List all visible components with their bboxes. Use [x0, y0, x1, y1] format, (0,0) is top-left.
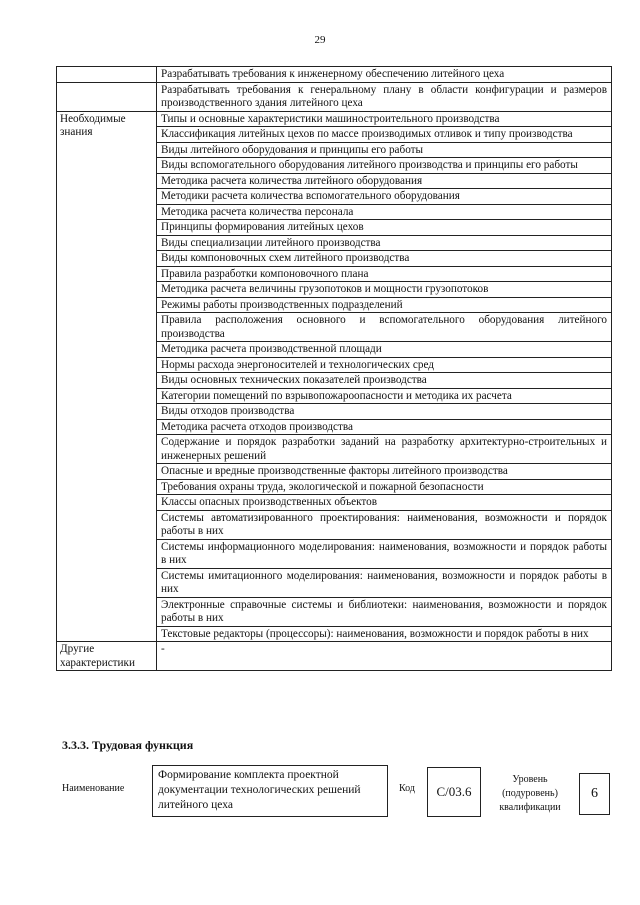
table-cell: Разрабатывать требования к инженерному обеспечению литейного цеха — [157, 67, 612, 83]
table-cell: Требования охраны труда, экологической и пожарной безопасности — [157, 479, 612, 495]
page-number: 29 — [314, 34, 326, 46]
table-cell: Методика расчета количества персонала — [157, 204, 612, 220]
table-cell: Разрабатывать требования к генеральному плану в области конфигурации и размеров производственного здания литейного цеха — [157, 82, 612, 111]
table-cell: Системы информационного моделирования: наименования, возможности и порядок работы в них — [157, 539, 612, 568]
knowledge-label: Необходимые знания — [57, 111, 157, 642]
table-cell: Текстовые редакторы (процессоры): наименования, возможности и порядок работы в них — [157, 626, 612, 642]
table-cell: Правила расположения основного и вспомогательного оборудования литейного производства — [157, 313, 612, 342]
table-row — [57, 642, 612, 671]
table-cell: Режимы работы производственных подразделений — [157, 297, 612, 313]
table-cell: Методика расчета отходов производства — [157, 419, 612, 435]
table-cell: Типы и основные характеристики машиностроительного производства — [157, 111, 612, 127]
table-cell: Методика расчета величины грузопотоков и мощности грузопотоков — [157, 282, 612, 298]
table-cell: Системы имитационного моделирования: наименования, возможности и порядок работы в них — [157, 568, 612, 597]
level-label: Уровень (подуровень) квалификации — [499, 774, 561, 813]
table-cell: Электронные справочные системы и библиотеки: наименования, возможности и порядок работы в них — [157, 597, 612, 626]
table-cell: Методики расчета количества вспомогательного оборудования — [157, 189, 612, 205]
code-label: Код — [399, 783, 415, 794]
table-cell: Виды отходов производства — [157, 404, 612, 420]
table-row — [57, 82, 612, 111]
table-cell: Содержание и порядок разработки заданий на разработку архитектурно-строительных и инженерных решений — [157, 435, 612, 464]
table-cell: Опасные и вредные производственные факторы литейного производства — [157, 464, 612, 480]
table-cell: Виды компоновочных схем литейного производства — [157, 251, 612, 267]
table-cell: Нормы расхода энергоносителей и технологических сред — [157, 357, 612, 373]
table-cell: Принципы формирования литейных цехов — [157, 220, 612, 236]
table-cell: Правила разработки компоновочного плана — [157, 266, 612, 282]
table-cell: Классы опасных производственных объектов — [157, 495, 612, 511]
function-name: Формирование комплекта проектной документации технологических решений литейного цеха — [152, 765, 388, 817]
requirements-table — [56, 66, 612, 671]
table-cell: Виды литейного оборудования и принципы его работы — [157, 142, 612, 158]
function-code: С/03.6 — [427, 767, 481, 817]
table-row — [57, 67, 612, 83]
table-cell: Системы автоматизированного проектирования: наименования, возможности и порядок работы в них — [157, 510, 612, 539]
name-label: Наименование — [62, 783, 125, 794]
table-cell: Виды специализации литейного производства — [157, 235, 612, 251]
table-cell: Виды вспомогательного оборудования литейного производства и принципы его работы — [157, 158, 612, 174]
qualification-level: 6 — [579, 773, 610, 815]
table-cell-empty — [57, 82, 157, 111]
table-cell: - — [157, 642, 612, 671]
table-cell: Методика расчета производственной площади — [157, 342, 612, 358]
other-characteristics-label: Другие характеристики — [57, 642, 157, 671]
table-cell: Категории помещений по взрывопожароопасности и методика их расчета — [157, 388, 612, 404]
table-cell: Виды основных технических показателей производства — [157, 373, 612, 389]
section-title: 3.3.3. Трудовая функция — [62, 738, 194, 752]
table-cell: Классификация литейных цехов по массе производимых отливок и типу производства — [157, 127, 612, 143]
table-cell: Методика расчета количества литейного оборудования — [157, 173, 612, 189]
table-row — [57, 111, 612, 127]
table-cell-empty — [57, 67, 157, 83]
